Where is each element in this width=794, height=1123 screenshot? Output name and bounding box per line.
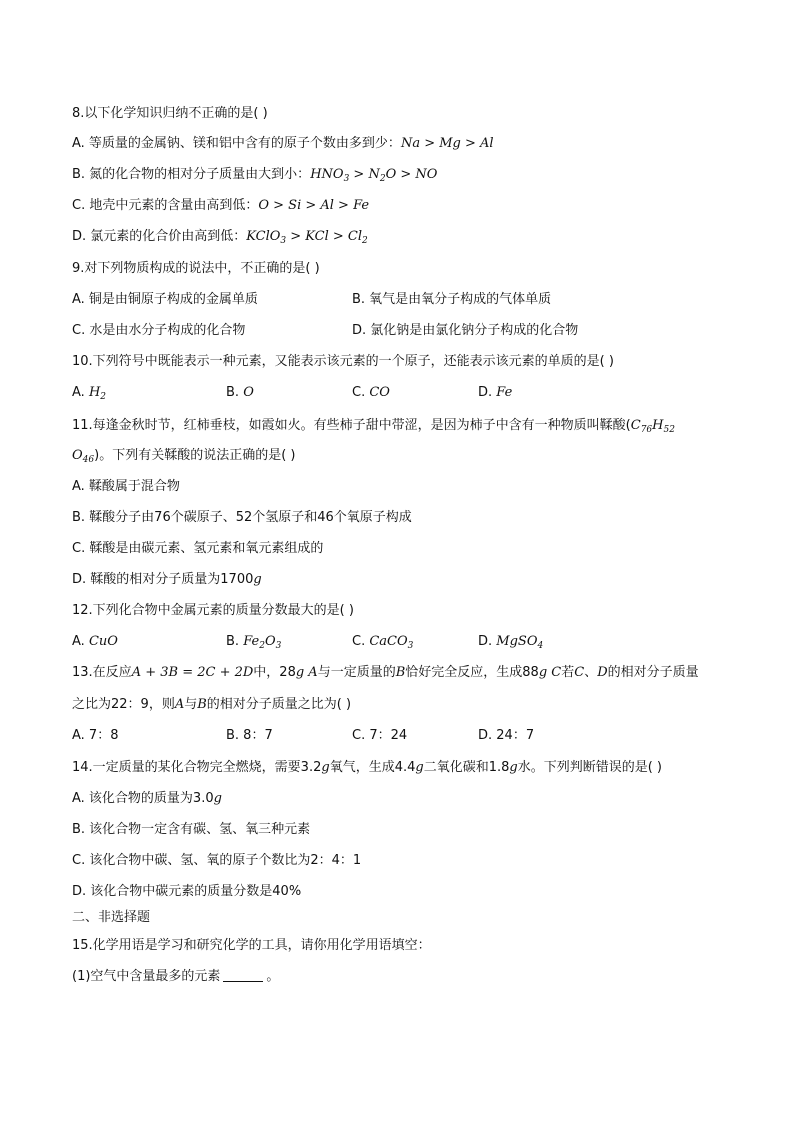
q11-option-d — [72, 572, 262, 588]
section-heading-non-choice: 二、非选择题 — [72, 910, 151, 925]
q13-text-c: 与一定质量的 — [317, 665, 396, 680]
q13-text-h: 与 — [184, 697, 198, 712]
q14-option-c: C. 该化合物中碳、氢、氧的原子个数比为2：4：1 — [72, 853, 362, 868]
q13-option-d: D. 24：7 — [478, 728, 535, 743]
question-13-stem-line2 — [72, 697, 351, 713]
q14-option-b: B. 该化合物一定含有碳、氢、氧三种元素 — [72, 822, 311, 837]
q11-stem-text1: 11.每逢金秋时节，红柿垂枝，如霞如火。有些柿子甜中带涩，是因为柿子中含有一种物质叫鞣酸( — [72, 418, 631, 433]
q8-option-b-formula: $HNO_3 > N_2O$ > NO — [310, 167, 438, 184]
q11-option-a: A. 鞣酸属于混合物 — [72, 479, 180, 494]
q14-option-a-text: A. 该化合物的质量为3.0 — [72, 791, 214, 806]
q14-text-c: 二氧化碳和1.8 — [423, 760, 510, 775]
q8-option-a-text: A. 等质量的金属钠、镁和铝中含有的原子个数由多到少： — [72, 136, 401, 151]
q10-option-a — [72, 385, 106, 401]
q10-option-c-label: C. — [352, 385, 366, 400]
q8-option-a — [72, 136, 494, 152]
q13-text-a: 13.在反应 — [72, 665, 132, 680]
q11-formula-part1: $C_{76}H_{52}$ — [630, 418, 675, 435]
q14-text-d: 水。下列判断错误的是( ) — [517, 760, 662, 775]
q11-option-c: C. 鞣酸是由碳元素、氢元素和氧元素组成的 — [72, 541, 324, 556]
q10-option-d — [478, 385, 512, 401]
q13-option-a: A. 7：8 — [72, 728, 119, 743]
q10-option-c — [352, 385, 390, 401]
q8-option-d — [72, 229, 368, 245]
question-11-stem-line2 — [72, 448, 295, 464]
q13-option-c: C. 7：24 — [352, 728, 408, 743]
q13-sym-gA: g A — [295, 665, 318, 680]
q13-option-b: B. 8：7 — [226, 728, 273, 743]
q15-part-1-end: 。 — [266, 969, 280, 984]
q12-option-c-formula: CaCO$_3$ — [369, 634, 414, 651]
q13-sym-gC: g C — [538, 665, 562, 680]
q10-option-d-label: D. — [478, 385, 493, 400]
q12-option-d-label: D. — [478, 634, 493, 649]
q8-option-b-text: B. 氮的化合物的相对分子质量由大到小： — [72, 167, 311, 182]
q13-text-b: 中，28 — [253, 665, 296, 680]
question-9-stem: 9.对下列物质构成的说法中，不正确的是( ) — [72, 261, 320, 276]
q11-option-b: B. 鞣酸分子由76个碳原子、52个氢原子和46个氧原子构成 — [72, 510, 412, 525]
q8-option-a-expr: Na > Mg > Al — [400, 136, 494, 151]
q13-text-e: 若 — [561, 665, 575, 680]
question-11-stem-line1 — [72, 418, 675, 434]
q13-sym-B2: B — [197, 697, 207, 712]
q12-option-c — [352, 634, 413, 650]
q12-option-b-label: B. — [226, 634, 240, 649]
q13-sym-B: B — [395, 665, 406, 680]
q14-text-b: 氧气，生成4.4 — [329, 760, 416, 775]
q12-option-a-formula: CuO — [88, 634, 118, 649]
q9-option-a: A. 铜是由铜原子构成的金属单质 — [72, 292, 258, 307]
q11-option-d-unit: g — [253, 572, 262, 587]
q13-text-i: 的相对分子质量之比为( ) — [206, 697, 352, 712]
q12-option-d — [478, 634, 543, 650]
q14-option-a — [72, 791, 222, 807]
q13-text-g: 之比为22：9，则 — [72, 697, 175, 712]
question-8-stem: 8.以下化学知识归纳不正确的是( ) — [72, 106, 268, 121]
question-14-stem — [72, 760, 662, 776]
question-13-stem-line1: 13.在反应A + 3B = 2C + 2D中，28g A与一定质量的B恰好完全反应，生成88g C若C、D的相对分子质量 — [72, 665, 699, 680]
q10-option-c-formula: CO — [369, 385, 390, 400]
q14-unit-2: g — [415, 760, 424, 775]
q15-part-1-answer-blank[interactable] — [223, 969, 263, 982]
q12-option-a-label: A. — [72, 634, 85, 649]
q14-option-a-unit: g — [213, 791, 222, 806]
q14-unit-3: g — [509, 760, 518, 775]
q13-sym-A2: A — [174, 697, 185, 712]
q15-part-1-text: (1)空气中含量最多的元素 — [72, 969, 221, 984]
q8-option-c-expr: O > Si > Al > Fe — [258, 198, 370, 213]
q10-option-b-label: B. — [226, 385, 240, 400]
q12-option-b-formula: $Fe_2O_3$ — [243, 634, 282, 651]
q13-text-f: 的相对分子质量 — [607, 665, 699, 680]
q12-option-d-formula: MgSO$_4$ — [496, 634, 544, 651]
q10-option-a-formula: $H_2$ — [88, 385, 107, 402]
question-10-stem: 10.下列符号中既能表示一种元素，又能表示该元素的一个原子，还能表示该元素的单质的是( ) — [72, 354, 614, 369]
q13-text-d: 恰好完全反应，生成88 — [405, 665, 539, 680]
question-12-stem: 12.下列化合物中金属元素的质量分数最大的是( ) — [72, 603, 354, 618]
q9-option-b: B. 氧气是由氧分子构成的气体单质 — [352, 292, 552, 307]
q14-unit-1: g — [321, 760, 330, 775]
q14-option-d: D. 该化合物中碳元素的质量分数是40% — [72, 884, 302, 899]
q13-reaction-equation: A + 3B = 2C + 2D — [131, 665, 254, 680]
q8-option-d-text: D. 氯元素的化合价由高到低： — [72, 229, 247, 244]
q8-option-b — [72, 167, 437, 183]
q15-part-1 — [72, 969, 279, 985]
q8-option-d-formula: KClO$_3$ > KCl > $Cl_2$ — [246, 229, 368, 246]
q13-sym-CD: C — [574, 665, 585, 680]
q13-sym-D: D — [597, 665, 608, 680]
q12-option-a — [72, 634, 118, 650]
q11-formula-part2: $O_{46}$ — [72, 448, 95, 465]
q9-option-c: C. 水是由水分子构成的化合物 — [72, 323, 246, 338]
q14-text-a: 14.一定质量的某化合物完全燃烧，需要3.2 — [72, 760, 322, 775]
q8-option-c — [72, 198, 369, 214]
q10-option-d-formula: Fe — [496, 385, 513, 400]
q11-stem-text2: )。下列有关鞣酸的说法正确的是( ) — [94, 448, 296, 463]
q12-option-b — [226, 634, 281, 650]
question-15-stem: 15.化学用语是学习和研究化学的工具，请你用化学用语填空： — [72, 938, 431, 953]
q9-option-d: D. 氯化钠是由氯化钠分子构成的化合物 — [352, 323, 579, 338]
q8-option-c-text: C. 地壳中元素的含量由高到低： — [72, 198, 259, 213]
q10-option-b — [226, 385, 254, 401]
q10-option-b-formula: O — [243, 385, 254, 400]
q10-option-a-label: A. — [72, 385, 85, 400]
q11-option-d-text: D. 鞣酸的相对分子质量为1700 — [72, 572, 254, 587]
q12-option-c-label: C. — [352, 634, 366, 649]
